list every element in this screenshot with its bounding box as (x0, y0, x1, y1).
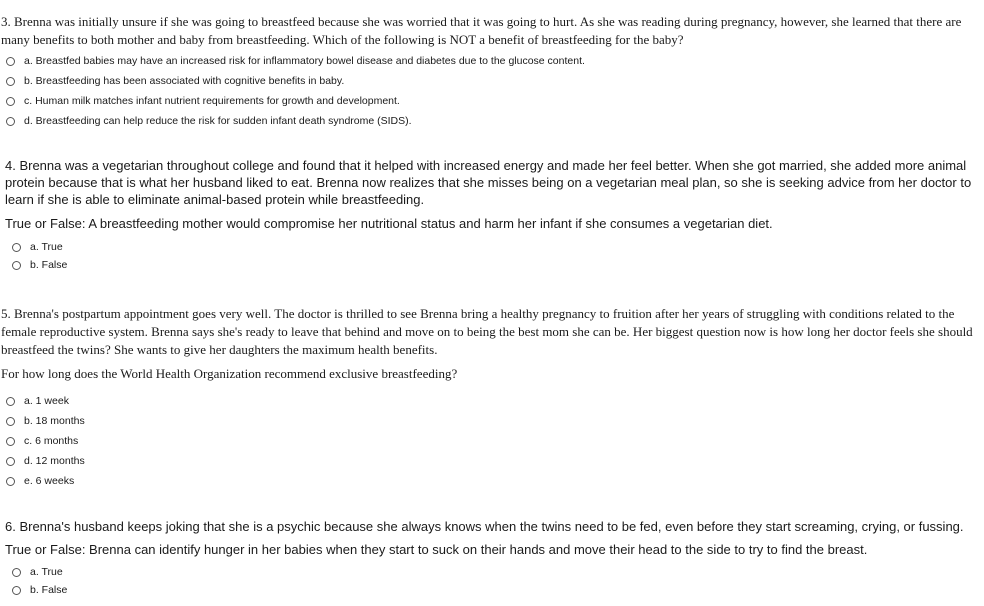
radio-button-icon[interactable] (12, 586, 21, 595)
question-5-option-e[interactable]: e. 6 weeks (0, 471, 984, 491)
question-5-stem: 5. Brenna's postpartum appointment goes very well. The doctor is thrilled to see Brenna bring a healthy pregnancy to fruition after her years of struggling with conditions related to the female reproductive system. Brenna says she's ready to leave that behind and move on to being the best mom she can be. Her biggest question now is how long her doctor feels she should breastfeed the twins? She wants to give her daughters the maximum health benefits. (1, 306, 973, 357)
radio-button-icon[interactable] (6, 57, 15, 66)
radio-button-icon[interactable] (6, 397, 15, 406)
question-4-option-b[interactable]: b. False (0, 256, 984, 274)
question-3-options (0, 51, 984, 131)
radio-button-icon[interactable] (6, 437, 15, 446)
question-6 (0, 518, 984, 599)
question-3 (0, 13, 984, 131)
question-6-option-b[interactable]: b. False (0, 581, 984, 599)
question-5-option-b[interactable]: b. 18 months (0, 411, 984, 431)
question-5-option-a[interactable]: a. 1 week (0, 391, 984, 411)
radio-button-icon[interactable] (6, 117, 15, 126)
question-5 (0, 305, 984, 491)
radio-button-icon[interactable] (6, 77, 15, 86)
question-6-prompt: True or False: Brenna can identify hunger in her babies when they start to suck on their hands and move their head to the side to try to find the breast. (5, 542, 868, 557)
question-3-option-b[interactable]: b. Breastfeeding has been associated with cognitive benefits in baby. (0, 71, 984, 91)
question-5-options (0, 391, 984, 491)
radio-button-icon[interactable] (12, 568, 21, 577)
radio-button-icon[interactable] (6, 457, 15, 466)
question-5-option-c[interactable]: c. 6 months (0, 431, 984, 451)
radio-button-icon[interactable] (12, 243, 21, 252)
question-3-option-c[interactable]: c. Human milk matches infant nutrient requirements for growth and development. (0, 91, 984, 111)
question-6-stem: 6. Brenna's husband keeps joking that she is a psychic because she always knows when the twins need to be fed, even before they start screaming, crying, or fussing. (5, 519, 964, 534)
question-6-options (0, 563, 984, 599)
radio-button-icon[interactable] (12, 261, 21, 270)
question-3-stem: 3. Brenna was initially unsure if she was going to breastfeed because she was worried that it was going to hurt. As she was reading during pregnancy, however, she learned that there are many benefits to both mother and baby from breastfeeding. Which of the following is NOT a benefit of breastfeeding for the baby? (1, 14, 962, 47)
question-5-prompt: For how long does the World Health Organization recommend exclusive breastfeeding? (1, 366, 458, 381)
question-4-option-a[interactable]: a. True (0, 238, 984, 256)
radio-button-icon[interactable] (6, 477, 15, 486)
question-4-prompt: True or False: A breastfeeding mother would compromise her nutritional status and harm her infant if she consumes a vegetarian diet. (5, 216, 773, 231)
question-4-stem: 4. Brenna was a vegetarian throughout college and found that it helped with increased energy and made her feel better. When she got married, she added more animal protein because that is what her husband liked to eat. Brenna now realizes that she misses being on a vegetarian meal plan, so she is seeking advice from her doctor to learn if she is able to eliminate animal-based protein while breastfeeding. (5, 158, 972, 207)
question-4 (0, 157, 984, 274)
radio-button-icon[interactable] (6, 97, 15, 106)
question-4-options (0, 238, 984, 274)
radio-button-icon[interactable] (6, 417, 15, 426)
question-3-option-a[interactable]: a. Breastfed babies may have an increased risk for inflammatory bowel disease and diabetes due to the glucose content. (0, 51, 984, 71)
question-6-option-a[interactable]: a. True (0, 563, 984, 581)
question-5-option-d[interactable]: d. 12 months (0, 451, 984, 471)
question-3-option-d[interactable]: d. Breastfeeding can help reduce the risk for sudden infant death syndrome (SIDS). (0, 111, 984, 131)
